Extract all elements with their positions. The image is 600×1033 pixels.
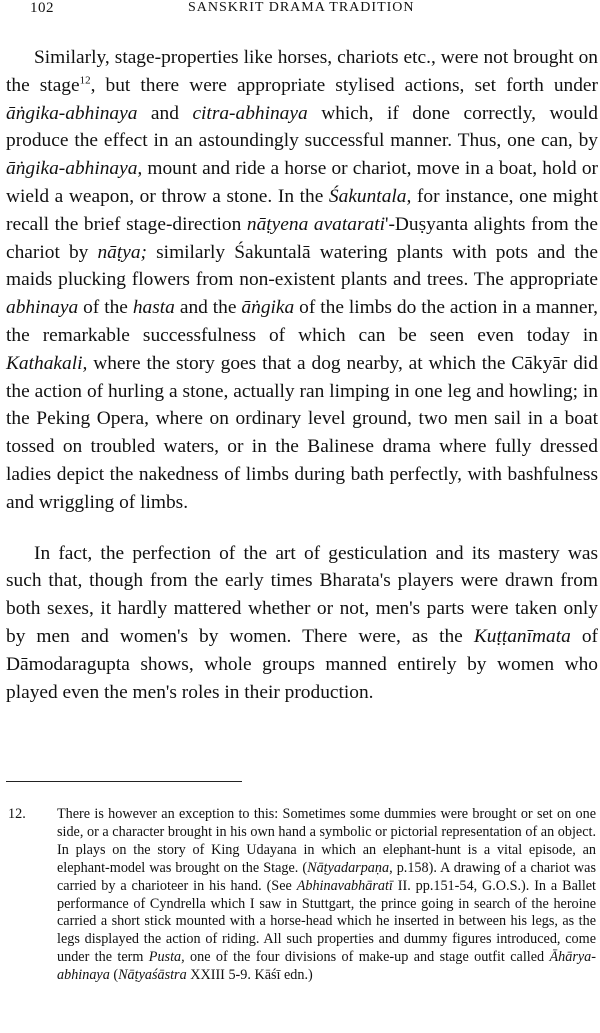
paragraph-1: Similarly, stage-properties like horses, chariots etc., were not brought on the stage$^{12}$, but there were appropriate stylised actions, set forth under āṅgika-abhinaya and citra-abhinaya which, if done correctly, would produce the effect in an astoundingly successful manner. Thus, one can, by āṅgika-abhinaya, mount and ride a horse or chariot, move in a boat, hold or wield a weapon, or throw a stone. In the Śakuntala, for instance, one might recall the brief stage-direction nāṭyena avatarati'-Duṣyanta alights from the chariot by nāṭya; similarly Śakuntalā watering plants with pots and the maids plucking flowers from non-existent plants and trees. The appropriate abhinaya of the hasta and the āṅgika of the limbs do the action in a manner, the remarkable successfulness of which can be seen even today in Kathakali, where the story goes that a dog nearby, at which the Cākyār did the action of hurling a stone, actually ran limping in one leg and howling; in the Peking Opera, where on ordinary level ground, two men sail in a boat tossed on troubled waters, or in the Balinese drama where fully dressed ladies depict the nakedness of limbs during bath perfectly, with bashfulness and wriggling of limbs. [6, 47, 599, 513]
footnote-12 [8, 806, 596, 985]
page-header [0, 0, 600, 24]
footnote-text: There is however an exception to this: Sometimes some dummies were brought or set on one side, or a character brought in his own hand a symbolic or pictorial representation of an object. In plays on the story of King Udayana in which an elephant-hunt is a vital episode, an elephant-model was brought on the Stage. (Nāṭyadarpaṇa, p.158). A drawing of a chariot was carried by a charioteer in his hand. (See Abhinavabhāratī II. pp.151-54, G.O.S.). In a Ballet performance of Cyndrella which I saw in Stuttgart, the prince going in search of the heroine carried a short stick mounted with a horse-head which he inserted in between his legs, as the legs displayed the action of riding. All such properties and dummy figures introduced, come under the term Pusta, one of the four divisions of make-up and stage outfit called Āhārya-abhinaya (Nāṭyaśāstra XXIII 5-9. Kāśī edn.) [57, 806, 596, 984]
page-number: 102 [30, 0, 54, 16]
paragraph-2: In fact, the perfection of the art of gesticulation and its mastery was such that, though from the early times Bharata's players were drawn from both sexes, it hardly mattered whether or not, men's parts were taken only by men and women's by women. There were, as the Kuṭṭanīmata of Dāmodaragupta shows, whole groups manned entirely by women who played even the men's roles in their production. [6, 542, 598, 703]
footnote-rule [6, 781, 242, 782]
running-head: SANSKRIT DRAMA TRADITION [188, 0, 415, 15]
footnote-ref-12: 12 [79, 74, 91, 87]
body-text [6, 44, 598, 706]
footnote-number: 12. [8, 806, 26, 822]
